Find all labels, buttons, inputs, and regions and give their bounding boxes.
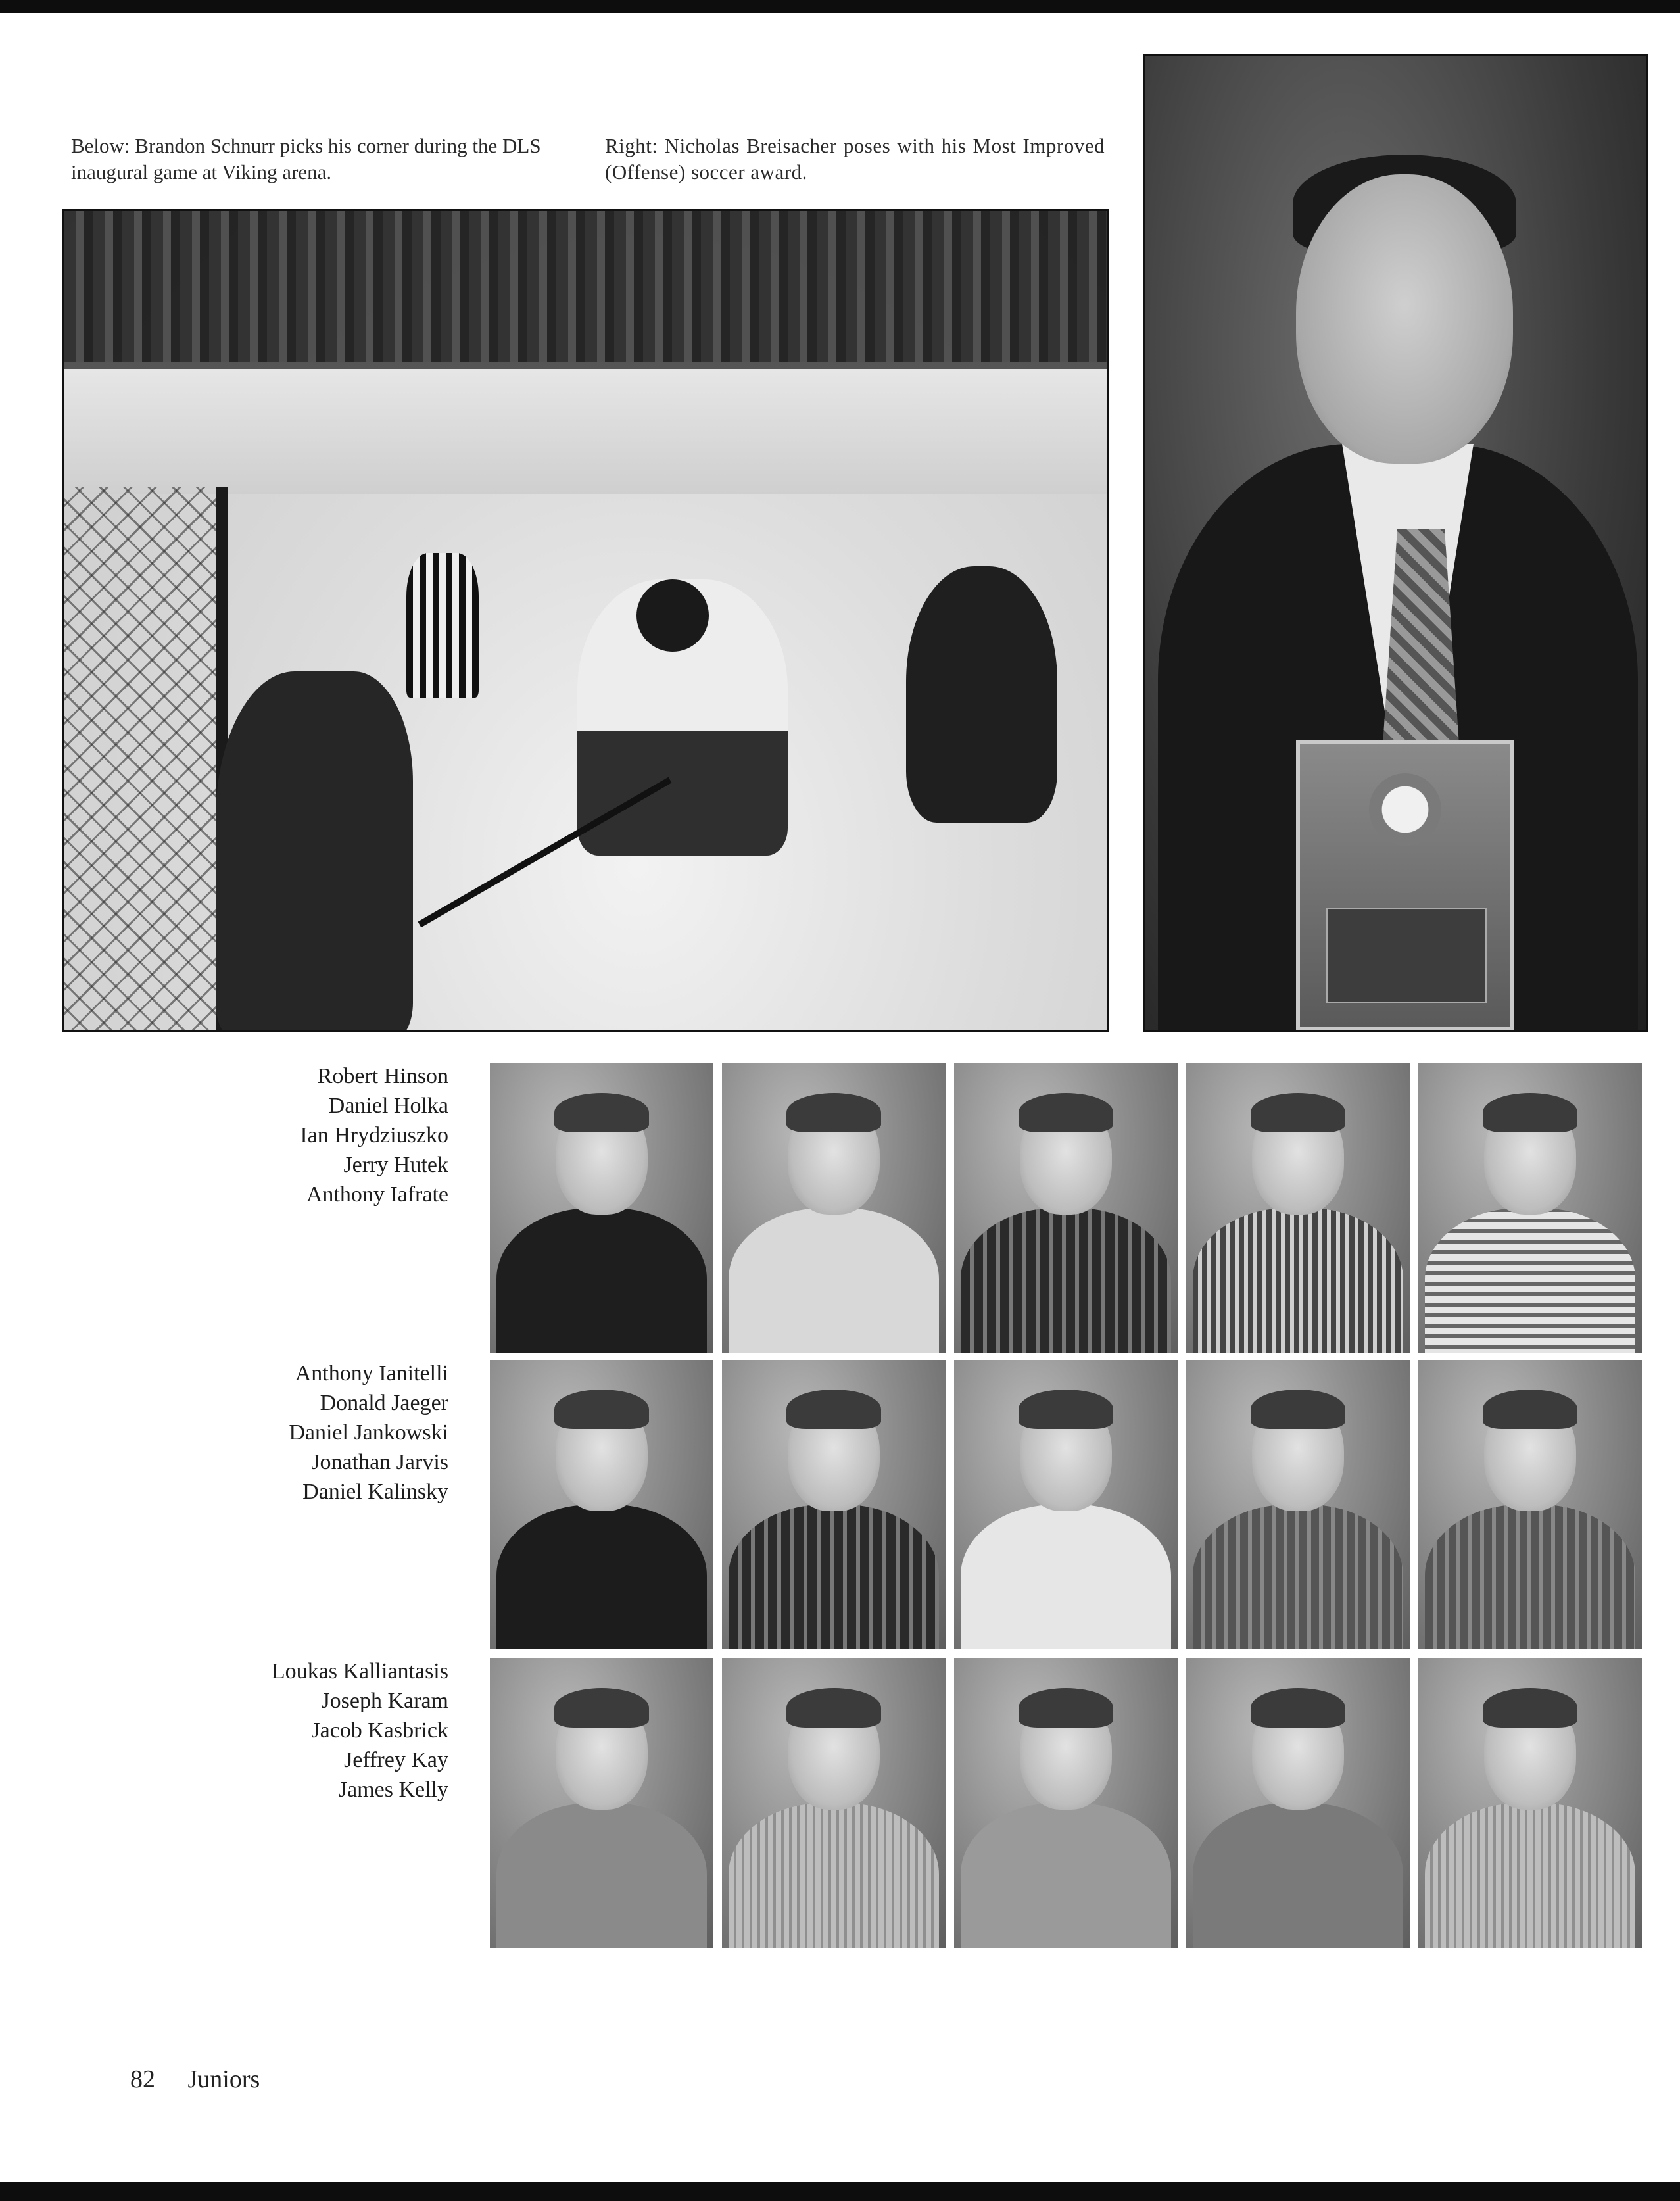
student-portrait [1418, 1360, 1642, 1649]
portrait-hair [1251, 1093, 1345, 1132]
portrait-hair [554, 1093, 649, 1132]
portrait-shirt [961, 1505, 1171, 1649]
award-plaque [1296, 740, 1514, 1030]
student-name: Loukas Kalliantasis [271, 1659, 448, 1683]
portrait-hair [554, 1688, 649, 1728]
portrait-hair [786, 1093, 881, 1132]
portrait-hair [1483, 1093, 1577, 1132]
student-portrait [722, 1360, 946, 1649]
student-name: Jerry Hutek [343, 1153, 448, 1177]
portrait-shirt [961, 1803, 1171, 1948]
portrait-hair [786, 1390, 881, 1429]
student-name: Daniel Holka [328, 1094, 448, 1118]
student-portrait [1186, 1360, 1410, 1649]
top-border [0, 0, 1680, 13]
portrait-shirt [961, 1208, 1171, 1353]
portrait-hair [1483, 1688, 1577, 1728]
opposing-skater [906, 566, 1057, 823]
student-name: James Kelly [338, 1778, 448, 1802]
skater-helmet [636, 579, 709, 652]
referee [406, 553, 479, 698]
portrait-shirt [729, 1208, 939, 1353]
portrait-shirt [496, 1803, 707, 1948]
student-portrait [490, 1658, 713, 1948]
portrait-hair [1019, 1688, 1113, 1728]
portrait-photo-caption: Right: Nicholas Breisacher poses with his Most Improved (Offense) soccer award. [605, 134, 1105, 183]
page-number: 82 [130, 2066, 155, 2093]
portrait-shirt [729, 1505, 939, 1649]
student-name: Joseph Karam [321, 1689, 448, 1713]
student-name: Daniel Jankowski [289, 1420, 448, 1445]
portrait-shirt [729, 1803, 939, 1948]
student-name: Robert Hinson [317, 1064, 448, 1088]
portrait-hair [1251, 1390, 1345, 1429]
student-name: Jonathan Jarvis [311, 1450, 448, 1474]
portrait-hair [1019, 1390, 1113, 1429]
portrait-shirt [1425, 1803, 1635, 1948]
portrait-shirt [496, 1208, 707, 1353]
student-name: Ian Hrydziuszko [300, 1123, 448, 1148]
student-portrait [954, 1360, 1178, 1649]
portrait-shirt [496, 1505, 707, 1649]
student-portrait [722, 1658, 946, 1948]
student-portrait [954, 1063, 1178, 1353]
student-portrait [490, 1063, 713, 1353]
student-portrait [1186, 1658, 1410, 1948]
goalie [216, 671, 413, 1032]
student-name: Daniel Kalinsky [302, 1480, 448, 1504]
award-portrait-photo [1143, 54, 1648, 1032]
bottom-border [0, 2182, 1680, 2201]
goal-net [64, 487, 228, 1032]
portrait-hair [1019, 1093, 1113, 1132]
student-portrait [954, 1658, 1178, 1948]
student-name: Anthony Ianitelli [295, 1361, 448, 1386]
portrait-shirt [1193, 1803, 1403, 1948]
hockey-game-photo [62, 209, 1109, 1032]
portrait-shirt [1425, 1208, 1635, 1353]
student-name: Jeffrey Kay [344, 1748, 448, 1772]
face [1296, 174, 1513, 464]
portrait-hair [786, 1688, 881, 1728]
student-portrait [1418, 1063, 1642, 1353]
student-name: Jacob Kasbrick [311, 1718, 448, 1743]
dls-logo-icon [1369, 773, 1441, 846]
page-footer [130, 2065, 286, 2094]
portrait-shirt [1193, 1208, 1403, 1353]
student-name-list [197, 1359, 448, 1507]
student-portrait [722, 1063, 946, 1353]
student-portrait [490, 1360, 713, 1649]
plaque-engraving [1326, 908, 1487, 1003]
student-portrait [1186, 1063, 1410, 1353]
student-name: Anthony Iafrate [306, 1182, 448, 1207]
hockey-photo-caption: Below: Brandon Schnurr picks his corner during the DLS inaugural game at Viking arena. [71, 134, 541, 183]
portrait-shirt [1425, 1505, 1635, 1649]
portrait-shirt [1193, 1505, 1403, 1649]
section-title: Juniors [187, 2066, 260, 2093]
student-portrait [1418, 1658, 1642, 1948]
student-name-list [197, 1061, 448, 1209]
portrait-hair [1483, 1390, 1577, 1429]
portrait-hair [1251, 1688, 1345, 1728]
portrait-hair [554, 1390, 649, 1429]
student-name: Donald Jaeger [320, 1391, 448, 1415]
student-name-list [197, 1657, 448, 1804]
rink-boards [64, 362, 1107, 494]
